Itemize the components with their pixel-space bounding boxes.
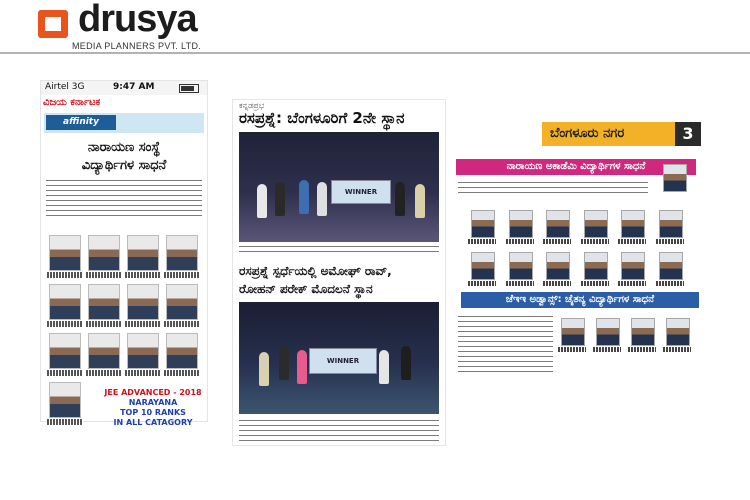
right-clipping bbox=[453, 122, 701, 422]
middle-clipping bbox=[232, 99, 446, 446]
photo-caption bbox=[164, 321, 200, 327]
ad-banner bbox=[44, 113, 204, 133]
person-figure bbox=[279, 346, 289, 380]
student-photo bbox=[584, 252, 608, 280]
student-photo bbox=[509, 252, 533, 280]
page-number: 3 bbox=[675, 122, 701, 146]
student-photo bbox=[471, 252, 495, 280]
person-figure bbox=[415, 184, 425, 218]
student-photo bbox=[49, 382, 81, 418]
student-photo bbox=[49, 284, 81, 320]
rank-announcement bbox=[101, 388, 205, 428]
rank-line-3: TOP 10 RANKS bbox=[120, 408, 186, 417]
student-photo bbox=[631, 318, 655, 346]
student-photo bbox=[584, 210, 608, 238]
section-title: ಬೆಂಗಳೂರು ನಗರ bbox=[542, 122, 690, 146]
student-photo bbox=[596, 318, 620, 346]
middle-headline-1: ರಸಪ್ರಶ್ನೆ: ಬೆಂಗಳೂರಿಗೆ 2ನೇ ಸ್ಥಾನ bbox=[239, 109, 405, 127]
student-photo bbox=[88, 235, 120, 271]
middle-headline-2-line1: ರಸಪ್ರಶ್ನೆ ಸ್ಪರ್ಧೆಯಲ್ಲಿ ಅಮೋಘ್ ರಾವ್, bbox=[239, 264, 392, 278]
photo-caption bbox=[86, 370, 122, 376]
photo-caption bbox=[164, 370, 200, 376]
student-photo bbox=[666, 318, 690, 346]
photo-caption bbox=[581, 281, 609, 286]
phone-masthead: ವಿಜಯ ಕರ್ನಾಟಕ bbox=[43, 97, 143, 111]
phone-headline bbox=[45, 139, 203, 175]
winner-banner: WINNER bbox=[309, 348, 377, 374]
middle-masthead: ಕನ್ನಡಪ್ರಭ bbox=[239, 101, 265, 110]
photo-caption bbox=[47, 272, 83, 278]
photo-caption bbox=[468, 239, 496, 244]
photo-caption bbox=[618, 281, 646, 286]
student-photo bbox=[471, 210, 495, 238]
student-photo bbox=[88, 284, 120, 320]
section-bar-2: ಜೆಇಇ ಅಡ್ವಾನ್ಸ್: ಚೈತನ್ಯ ವಿದ್ಯಾರ್ಥಿಗಳ ಸಾಧನೆ bbox=[461, 292, 699, 308]
student-photo bbox=[561, 318, 585, 346]
photo-caption bbox=[47, 321, 83, 327]
stage-photo-2 bbox=[239, 302, 439, 414]
rank-line-2: NARAYANA bbox=[128, 398, 178, 407]
brand-name: drusya bbox=[78, 0, 197, 40]
photo-caption bbox=[47, 370, 83, 376]
photo-caption bbox=[628, 347, 656, 352]
student-photo bbox=[659, 210, 683, 238]
photo-caption bbox=[47, 419, 83, 425]
student-photo bbox=[127, 333, 159, 369]
student-photo bbox=[127, 284, 159, 320]
student-photo bbox=[663, 164, 687, 192]
status-time: 9:47 AM bbox=[113, 82, 155, 92]
student-photo bbox=[546, 252, 570, 280]
photo-caption bbox=[125, 370, 161, 376]
header-divider bbox=[0, 52, 750, 54]
student-photo bbox=[621, 252, 645, 280]
rank-line-4: IN ALL CATAGORY bbox=[113, 418, 193, 427]
photo-caption bbox=[656, 239, 684, 244]
student-photo bbox=[127, 235, 159, 271]
student-photo bbox=[88, 333, 120, 369]
phone-headline-line1: ನಾರಾಯಣ ಸಂಸ್ಥೆ bbox=[87, 140, 161, 155]
person-figure bbox=[317, 182, 327, 216]
student-photo bbox=[49, 235, 81, 271]
student-photo bbox=[509, 210, 533, 238]
student-photo bbox=[166, 235, 198, 271]
photo-caption bbox=[558, 347, 586, 352]
photo-caption bbox=[86, 321, 122, 327]
student-photo bbox=[166, 284, 198, 320]
right-article-body-1 bbox=[458, 180, 648, 196]
section-bar-1: ನಾರಾಯಣ ಅಕಾಡೆಮಿ ವಿದ್ಯಾರ್ಥಿಗಳ ಸಾಧನೆ bbox=[456, 159, 696, 175]
phone-clipping bbox=[40, 80, 208, 427]
photo-caption bbox=[543, 239, 571, 244]
rank-line-1: JEE ADVANCED - 2018 bbox=[104, 388, 202, 397]
person-figure bbox=[275, 182, 285, 216]
person-figure bbox=[297, 350, 307, 384]
photo-caption bbox=[506, 281, 534, 286]
middle-headline-2 bbox=[239, 262, 443, 298]
status-carrier: Airtel 3G bbox=[45, 82, 85, 92]
brand-tagline: MEDIA PLANNERS PVT. LTD. bbox=[72, 41, 202, 51]
photo-caption bbox=[663, 347, 691, 352]
phone-headline-line2: ವಿದ್ಯಾರ್ಥಿಗಳ ಸಾಧನೆ bbox=[81, 158, 167, 173]
photo-caption bbox=[593, 347, 621, 352]
person-figure bbox=[259, 352, 269, 386]
middle-article-body bbox=[239, 418, 439, 442]
student-photo bbox=[621, 210, 645, 238]
photo-caption bbox=[125, 272, 161, 278]
battery-icon bbox=[179, 84, 199, 93]
photo-caption bbox=[618, 239, 646, 244]
person-figure bbox=[395, 182, 405, 216]
photo-caption bbox=[506, 239, 534, 244]
photo-caption bbox=[125, 321, 161, 327]
phone-article-body bbox=[46, 178, 202, 220]
person-figure bbox=[257, 184, 267, 218]
photo-caption bbox=[86, 272, 122, 278]
person-figure bbox=[401, 346, 411, 380]
person-figure bbox=[299, 180, 309, 214]
student-photo bbox=[166, 333, 198, 369]
photo-caption bbox=[581, 239, 609, 244]
right-article-body-2 bbox=[458, 314, 553, 376]
winner-banner: WINNER bbox=[331, 180, 391, 204]
photo-caption-1 bbox=[239, 244, 439, 254]
student-photo bbox=[546, 210, 570, 238]
phone-status-bar bbox=[41, 81, 207, 95]
ad-label: affinity bbox=[46, 115, 116, 130]
middle-headline-2-line2: ರೋಹನ್ ಪರೇಕ್ ಮೊದಲನೆ ಸ್ಥಾನ bbox=[239, 282, 373, 296]
photo-caption bbox=[468, 281, 496, 286]
brand-logo-icon bbox=[36, 6, 72, 42]
photo-caption bbox=[656, 281, 684, 286]
student-photo bbox=[659, 252, 683, 280]
photo-caption bbox=[543, 281, 571, 286]
photo-caption bbox=[164, 272, 200, 278]
student-photo bbox=[49, 333, 81, 369]
stage-photo-1 bbox=[239, 132, 439, 242]
person-figure bbox=[379, 350, 389, 384]
